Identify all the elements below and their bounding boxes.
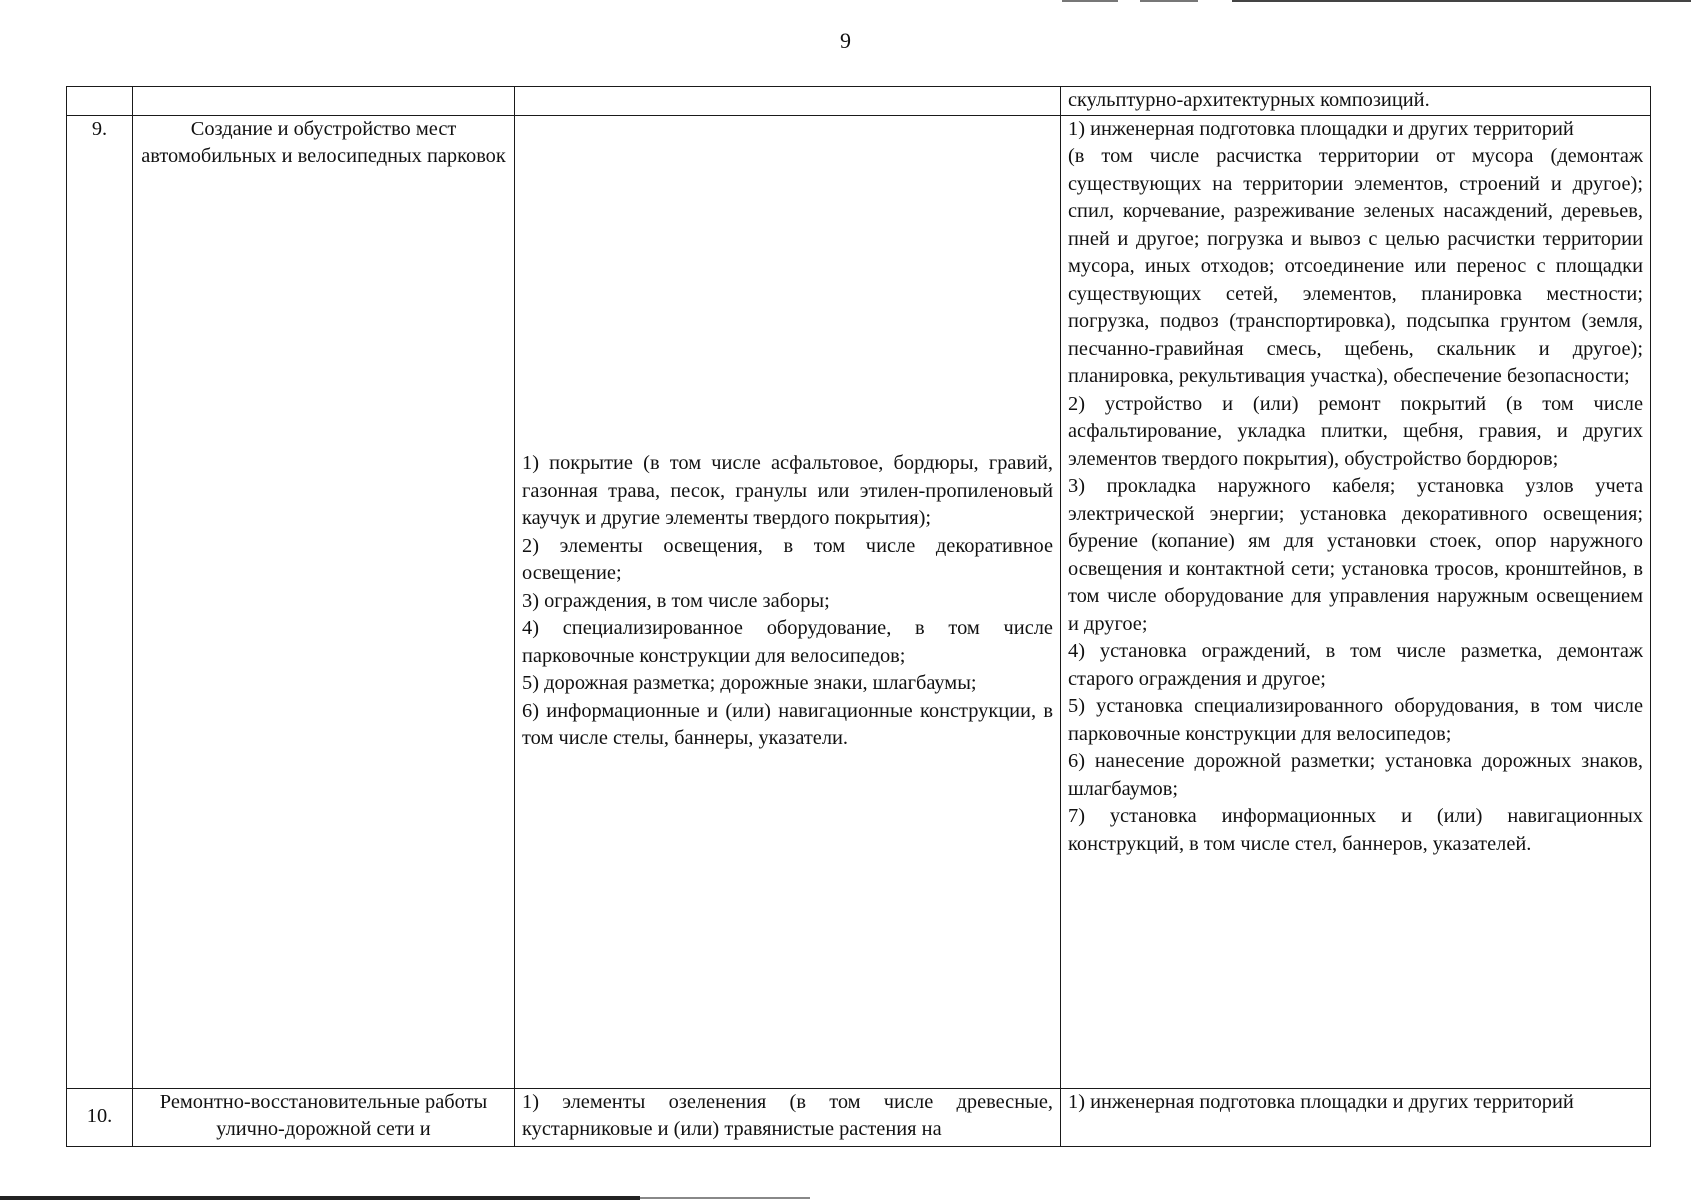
scan-edge-line: [1232, 0, 1691, 2]
row-number-cell: [67, 87, 133, 116]
works-cell: [1061, 115, 1651, 1088]
works-item: 1) инженерная подготовка площадки и других территорий: [1068, 1090, 1574, 1113]
works-item: 5) установка специализированного оборудования, в том числе парковочные конструкции для велосипедов;: [1068, 695, 1643, 745]
elements-item: 4) специализированное оборудование, в том числе парковочные конструкции для велосипедов;: [522, 617, 1053, 667]
elements-item: 1) элементы озеленения (в том числе древесные, кустарниковые и (или) травянистые растения на: [522, 1090, 1053, 1140]
works-item: 2) устройство и (или) ремонт покрытий (в том числе асфальтирование, укладка плитки, щебня, гравия, и других элементов твердого покрытия), обустройство бордюров;: [1068, 392, 1643, 470]
work-type-cell: Ремонтно-восстановительные работы улично-дорожной сети и: [133, 1088, 515, 1146]
work-type-cell: Создание и обустройство мест автомобильных и велосипедных парковок: [133, 115, 515, 1088]
scan-edge-line: [1140, 0, 1198, 2]
row-number-cell: 9.: [67, 115, 133, 1088]
works-cell: [1061, 1088, 1651, 1146]
elements-item: 6) информационные и (или) навигационные конструкции, в том числе стелы, баннеры, указатели.: [522, 699, 1053, 750]
table-row: [67, 1088, 1651, 1146]
row-number-cell: 10.: [67, 1088, 133, 1146]
elements-cell: [515, 87, 1061, 116]
elements-item: 2) элементы освещения, в том числе декоративное освещение;: [522, 534, 1053, 585]
scan-edge-line: [1062, 0, 1118, 2]
elements-item: 3) ограждения, в том числе заборы;: [522, 589, 830, 612]
table-row: [67, 87, 1651, 116]
elements-cell: [515, 115, 1061, 1088]
scan-edge-line: [0, 1196, 640, 1200]
page-number: 9: [840, 28, 851, 53]
scan-edge-line: [640, 1197, 810, 1199]
works-cell: [1061, 87, 1651, 116]
works-item: 7) установка информационных и (или) навигационных конструкций, в том числе стел, баннеров, указателей.: [1068, 805, 1643, 855]
works-item: 4) установка ограждений, в том числе разметка, демонтаж старого ограждения и другое;: [1068, 640, 1643, 690]
works-item: 1) инженерная подготовка площадки и других территорий: [1068, 117, 1574, 140]
elements-item: 1) покрытие (в том числе асфальтовое, бордюры, гравий, газонная трава, песок, гранулы или этилен-пропиленовый каучук и другие элементы твердого покрытия);: [522, 452, 1053, 530]
work-type-cell: [133, 87, 515, 116]
works-item: (в том числе расчистка территории от мусора (демонтаж существующих на территории элементов, строений и другое); спил, корчевание, разреживание зеленых насаждений, деревьев, пней и другое; погрузка и вывоз с целью расчистки территории мусора, иных отходов; отсоединение или перенос с площадки существующих сетей, элементов, планировка местности; погрузка, подвоз (транспортировка), подсыпка грунтом (земля, песчанно-гравийная смесь, щебень, скальник и другое); планировка, рекультивация участка), обеспечение безопасности;: [1068, 145, 1643, 387]
table-row: [67, 115, 1651, 1088]
works-table: [66, 86, 1651, 1147]
elements-cell: [515, 1088, 1061, 1146]
works-item: скульптурно-архитектурных композиций.: [1068, 89, 1430, 111]
works-item: 6) нанесение дорожной разметки; установка дорожных знаков, шлагбаумов;: [1068, 750, 1643, 800]
works-item: 3) прокладка наружного кабеля; установка узлов учета электрической энергии; установка декоративного освещения; бурение (копание) ям для установки стоек, опор наружного освещения и контактной сети; установка тросов, кронштейнов, в том числе оборудование для управления наружным освещением и другое;: [1068, 475, 1643, 635]
elements-item: 5) дорожная разметка; дорожные знаки, шлагбаумы;: [522, 672, 977, 695]
